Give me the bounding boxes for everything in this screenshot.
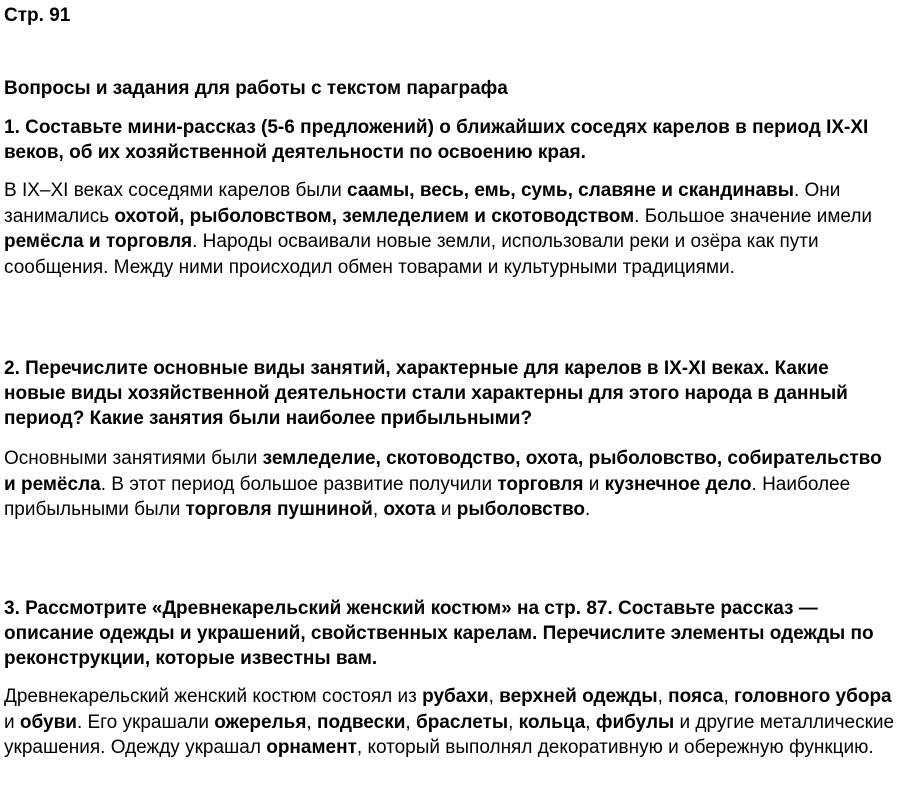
answer-bold-term: торговля пушниной xyxy=(185,499,373,520)
answer-bold-term: верхней одежды xyxy=(499,686,658,707)
answer-bold-term: кольца xyxy=(518,711,586,733)
answer-text-run: . Наиболее прибыльными были xyxy=(4,473,851,520)
answer-text-run: Основными занятиями были xyxy=(4,448,263,469)
answer-bold-term: головного убора xyxy=(734,686,892,707)
answer-text-run: , xyxy=(508,711,519,733)
answer-bold-term: пояса xyxy=(668,686,724,707)
answer-bold-term: фибулы xyxy=(595,711,675,733)
answer-bold-term: ожерелья xyxy=(214,711,307,733)
answer-text-run: , xyxy=(306,711,317,733)
answer-bold-term: орнамент xyxy=(266,737,357,758)
answer-text-run: и xyxy=(583,473,605,495)
answer-bold-term: рубахи xyxy=(422,686,489,707)
answer-bold-term: охотой, рыболовством, земледелием и скотоводством xyxy=(114,205,635,227)
answer-text-run: и другие металлические украшения. Одежду украшал xyxy=(4,711,895,758)
answer-text-run: , xyxy=(585,711,596,733)
answer-text-run: , xyxy=(405,711,416,733)
answer-3 xyxy=(4,684,895,761)
answer-2 xyxy=(4,446,895,523)
answer-text-run: В IX–XI веках соседями карелов были xyxy=(4,180,348,201)
answer-text-run: и xyxy=(435,499,457,520)
answer-bold-term: кузнечное дело xyxy=(604,473,752,495)
answer-text-run: , xyxy=(723,686,735,707)
answer-text-run: . Они занимались xyxy=(4,180,841,227)
answer-text-run: , xyxy=(372,499,384,520)
answer-text-run: . Народы осваивали новые земли, использовали реки и озёра как пути сообщения. Между ними происходил обмен товарами и культурными традициями. xyxy=(4,231,819,278)
answer-text-run: Древнекарельский женский костюм состоял из xyxy=(4,686,423,707)
page-number: Стр. 91 xyxy=(4,5,71,26)
answer-text-run: . Его украшали xyxy=(76,711,215,733)
answer-bold-term: браслеты xyxy=(415,711,509,733)
answer-bold-term: рыболовство xyxy=(456,499,586,520)
answer-bold-term: обуви xyxy=(19,711,77,733)
question-3: 3. Рассмотрите «Древнекарельский женский костюм» на стр. 87. Составьте рассказ — описание одежды и украшений, свойственных карелам. Перечислите элементы одежды по реконструкции, которые известны вам. xyxy=(4,598,874,669)
question-2: 2. Перечислите основные виды занятий, характерные для карелов в IX-XI веках. Какие новые виды хозяйственной деятельности стали характерны для этого народа в данный период? Какие занятия были наиболее прибыльными? xyxy=(4,358,848,429)
answer-bold-term: земледелие, скотоводство, охота, рыболовство, собирательство и ремёсла xyxy=(4,448,882,495)
answer-text-run: . xyxy=(585,499,591,520)
answer-1 xyxy=(4,178,895,280)
answer-text-run: и xyxy=(4,711,20,733)
section-title: Вопросы и задания для работы с текстом параграфа xyxy=(4,78,508,99)
answer-bold-term: торговля xyxy=(497,473,584,495)
answer-text-run: , xyxy=(488,686,500,707)
answer-bold-term: подвески xyxy=(316,711,406,733)
answer-bold-term: ремёсла и торговля xyxy=(4,231,193,252)
answer-text-run: . Большое значение имели xyxy=(634,205,873,227)
question-1: 1. Составьте мини-рассказ (5-6 предложений) о ближайших соседях карелов в период IX-XI веков, об их хозяйственной деятельности по освоению края. xyxy=(4,117,869,163)
answer-text-run: , xyxy=(657,686,669,707)
answer-text-run: , который выполнял декоративную и обережную функцию. xyxy=(356,737,874,758)
answer-bold-term: саамы, весь, емь, сумь, славяне и скандинавы xyxy=(347,180,794,201)
answer-text-run: . В этот период большое развитие получили xyxy=(100,473,498,495)
answer-bold-term: охота xyxy=(383,499,436,520)
